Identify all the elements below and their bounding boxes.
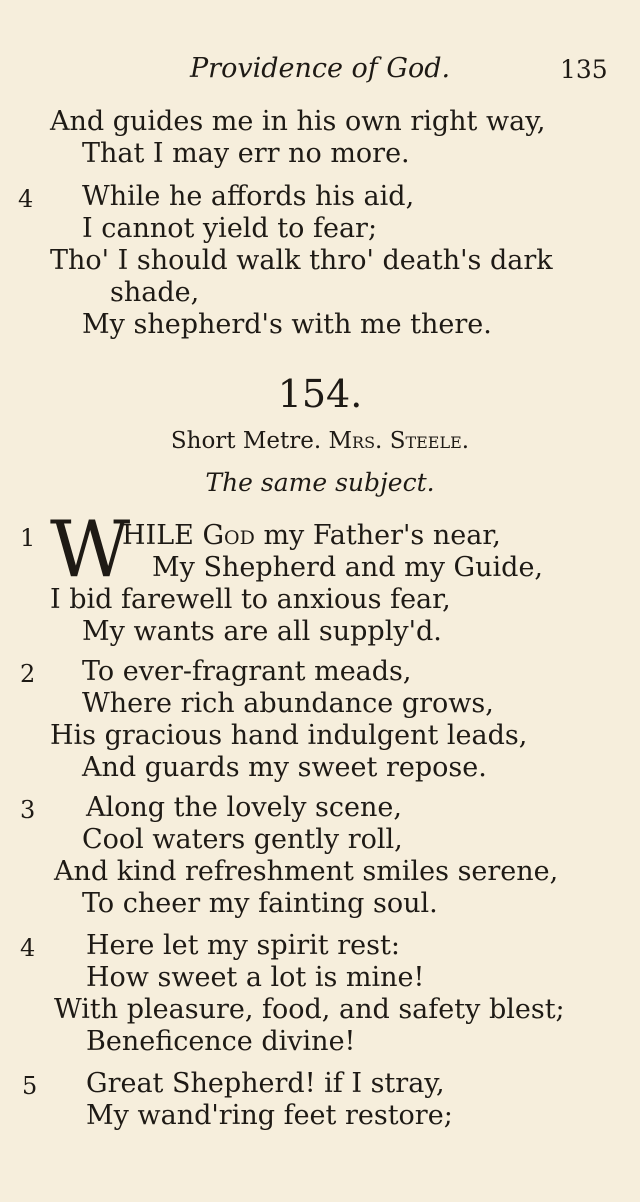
verse-number: 3 bbox=[20, 796, 36, 824]
verse-line: Cool waters gently roll, bbox=[82, 824, 403, 855]
meter-label: Short Metre. bbox=[170, 428, 322, 454]
verse-number: 2 bbox=[20, 660, 36, 688]
running-title: Providence of God. bbox=[190, 53, 451, 84]
page-number: 135 bbox=[560, 55, 608, 84]
verse-number: 4 bbox=[18, 185, 34, 213]
verse-line: I cannot yield to fear; bbox=[82, 213, 378, 244]
verse-line: To cheer my fainting soul. bbox=[82, 888, 438, 919]
god-word: God bbox=[202, 520, 255, 551]
author-title: Mrs. bbox=[328, 428, 383, 454]
verse-number: 5 bbox=[22, 1072, 38, 1100]
drop-cap: W bbox=[50, 505, 131, 595]
author-name: Steele. bbox=[389, 428, 470, 454]
verse-line: To ever-fragrant meads, bbox=[82, 656, 412, 687]
first-word-rest: HILE bbox=[122, 520, 194, 551]
verse-line: And guides me in his own right way, bbox=[50, 106, 546, 137]
verse-line: My Shepherd and my Guide, bbox=[152, 552, 543, 583]
verse-line-first bbox=[122, 520, 501, 552]
verse-line: Along the lovely scene, bbox=[86, 792, 402, 823]
verse-line: And kind refreshment smiles serene, bbox=[54, 856, 559, 887]
verse-line: My shepherd's with me there. bbox=[82, 309, 492, 340]
verse-number: 1 bbox=[20, 524, 36, 552]
verse-line: That I may err no more. bbox=[82, 138, 410, 169]
meter-author-line bbox=[0, 425, 640, 457]
first-line-end: my Father's near, bbox=[263, 520, 501, 551]
verse-line: And guards my sweet repose. bbox=[82, 752, 487, 783]
verse-line: Where rich abundance grows, bbox=[82, 688, 494, 719]
verse-line: Tho' I should walk thro' death's dark bbox=[50, 245, 553, 276]
verse-line: With pleasure, food, and safety blest; bbox=[54, 994, 565, 1025]
verse-line: Beneficence divine! bbox=[86, 1026, 356, 1057]
verse-line: Great Shepherd! if I stray, bbox=[86, 1068, 445, 1099]
verse-line: I bid farewell to anxious fear, bbox=[50, 584, 451, 615]
verse-line: My wants are all supply'd. bbox=[82, 616, 442, 647]
hymn-subject: The same subject. bbox=[205, 468, 435, 497]
verse-line: shade, bbox=[110, 277, 200, 308]
verse-number: 4 bbox=[20, 934, 36, 962]
verse-line: His gracious hand indulgent leads, bbox=[50, 720, 528, 751]
hymn-number: 154. bbox=[277, 372, 363, 416]
verse-line: My wand'ring feet restore; bbox=[86, 1100, 453, 1131]
verse-line: How sweet a lot is mine! bbox=[86, 962, 425, 993]
verse-line: While he affords his aid, bbox=[82, 181, 415, 212]
verse-line: Here let my spirit rest: bbox=[86, 930, 400, 961]
